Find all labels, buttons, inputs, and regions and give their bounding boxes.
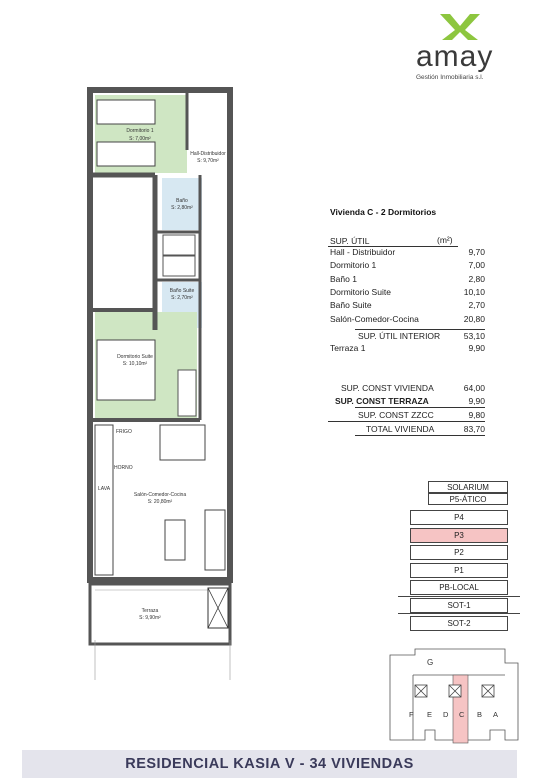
- floor-plan: [0, 0, 300, 690]
- site-letter-d: D: [443, 710, 449, 719]
- brand-subtitle: Gestión Inmobiliaria s.l.: [416, 74, 484, 81]
- floor-pb-local[interactable]: PB-LOCAL: [410, 580, 508, 595]
- const-value-1: 9,90: [468, 396, 485, 406]
- table-row-value: 7,00: [468, 260, 485, 271]
- site-letter-c: C: [459, 710, 465, 719]
- divider: [355, 435, 485, 436]
- divider: [355, 407, 485, 408]
- floor-p4[interactable]: P4: [410, 510, 508, 525]
- site-plan: [385, 645, 520, 745]
- footer-title: RESIDENCIAL KASIA V - 34 VIVIENDAS: [22, 750, 517, 778]
- brand-name: amay: [416, 40, 494, 73]
- room-label-dormitorio-1: Dormitorio 1: [126, 128, 154, 134]
- site-letter-a: A: [493, 710, 499, 719]
- appliance-horno: HORNO: [114, 465, 133, 471]
- table-row-value: 2,80: [468, 273, 485, 284]
- room-label-bano: Baño: [176, 198, 188, 204]
- floor-p2[interactable]: P2: [410, 545, 508, 560]
- const-label-1: SUP. CONST TERRAZA: [335, 396, 429, 406]
- const-value-2: 9,80: [468, 410, 485, 420]
- room-area-salon: S: 20,80m²: [147, 499, 173, 505]
- floor-sot-1[interactable]: SOT-1: [410, 598, 508, 613]
- table-row-label: Baño 1: [330, 273, 357, 284]
- room-area-dormitorio-suite: S: 10,10m²: [122, 361, 148, 367]
- site-letter-b: B: [477, 710, 483, 719]
- floor-sot-2[interactable]: SOT-2: [410, 616, 508, 631]
- const-value-0: 64,00: [463, 383, 485, 393]
- divider: [355, 329, 485, 330]
- room-area-bano-suite: S: 2,70m²: [171, 295, 193, 301]
- total-label: TOTAL VIVIENDA: [366, 424, 435, 434]
- table-row-value: 9,70: [468, 247, 485, 257]
- room-area-terraza: S: 9,90m²: [139, 615, 161, 621]
- floor-p3[interactable]: P3: [410, 528, 508, 543]
- terraza-label: Terraza 1: [330, 343, 366, 353]
- room-area-dormitorio-1: S: 7,00m²: [129, 136, 151, 142]
- interior-value: 53,10: [463, 331, 485, 341]
- room-label-hall: Hall-Distribuidor: [190, 151, 226, 157]
- interior-label: SUP. ÚTIL INTERIOR: [358, 331, 441, 341]
- table-row-value: 20,80: [463, 313, 485, 324]
- table-title: Vivienda C - 2 Dormitorios: [330, 207, 437, 217]
- const-label-0: SUP. CONST VIVIENDA: [341, 383, 434, 393]
- appliance-lava: LAVA: [98, 486, 111, 492]
- table-row-label: Dormitorio Suite: [330, 286, 391, 297]
- table-row-label: Baño Suite: [330, 300, 372, 311]
- terraza-value: 9,90: [468, 343, 485, 353]
- table-row-label: Salón-Comedor-Cocina: [330, 313, 419, 324]
- divider: [328, 421, 485, 422]
- room-area-bano: S: 2,80m²: [171, 205, 193, 211]
- floor-p1[interactable]: P1: [410, 563, 508, 578]
- room-label-bano-suite: Baño Suite: [169, 288, 195, 294]
- floor-p5-tico[interactable]: P5-ÁTICO: [428, 493, 508, 505]
- site-label-g: G: [427, 658, 434, 667]
- table-header-unit: (m²): [437, 235, 453, 245]
- table-header-label: SUP. ÚTIL: [330, 236, 370, 246]
- const-label-2: SUP. CONST ZZCC: [358, 410, 434, 420]
- table-row-label: Dormitorio 1: [330, 260, 377, 271]
- floor-solarium[interactable]: SOLARIUM: [428, 481, 508, 493]
- room-area-hall: S: 9,70m²: [197, 158, 219, 164]
- room-label-terraza: Terraza: [141, 608, 159, 614]
- room-label-dormitorio-suite: Dormitorio Suite: [117, 354, 153, 360]
- site-letter-e: E: [427, 710, 433, 719]
- table-row-value: 2,70: [468, 300, 485, 311]
- appliance-frigo: FRIGO: [116, 429, 132, 435]
- room-bano: [162, 178, 202, 230]
- brand-logo: [412, 12, 512, 82]
- table-row-label: Hall - Distribuidor: [330, 247, 396, 257]
- site-letter-f: F: [409, 710, 414, 719]
- brand-mark-icon: [434, 12, 484, 42]
- ground-line: [398, 613, 520, 614]
- room-label-salon: Salón-Comedor-Cocina: [133, 492, 187, 498]
- table-row-value: 10,10: [463, 286, 485, 297]
- ground-line: [398, 596, 520, 597]
- total-value: 83,70: [463, 424, 485, 434]
